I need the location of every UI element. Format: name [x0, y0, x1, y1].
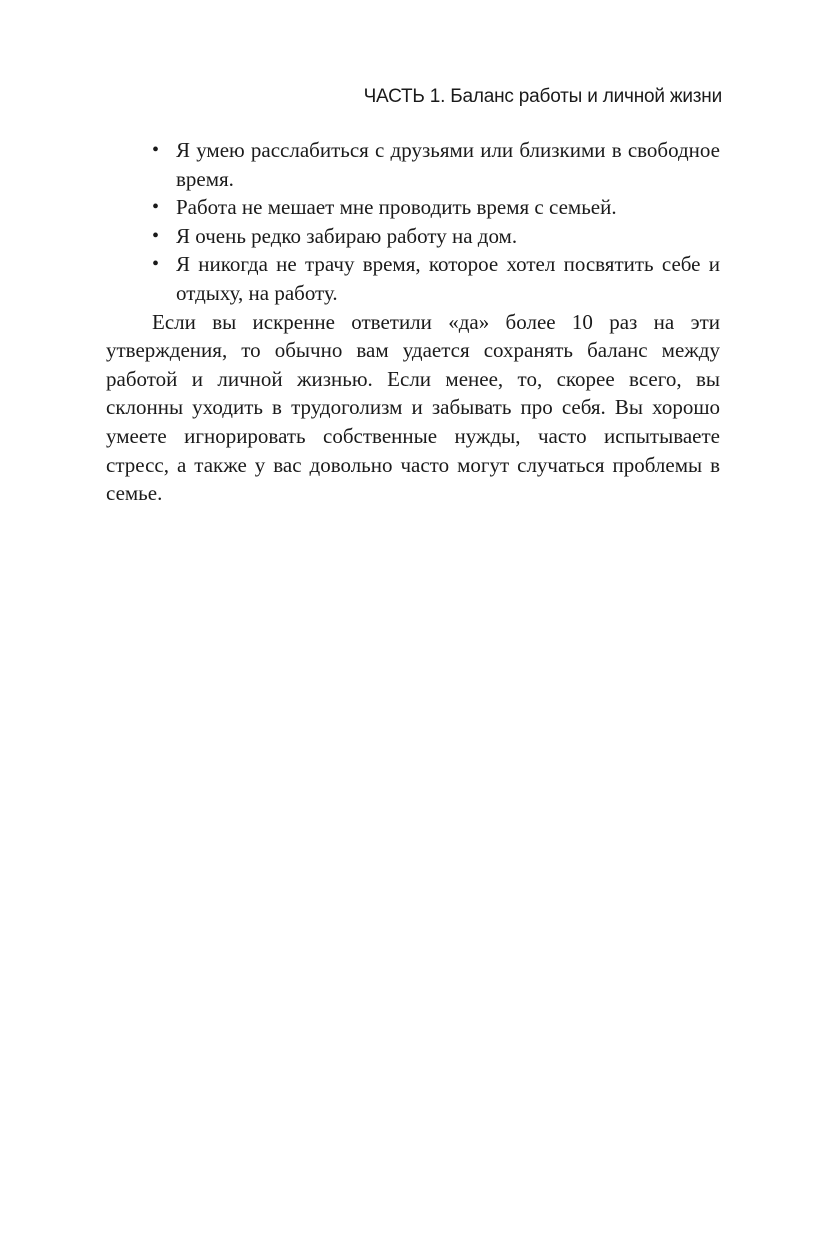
list-item-text: Я очень редко забираю работу на дом. [176, 223, 518, 248]
bullet-icon: • [152, 253, 160, 276]
bullet-icon: • [152, 139, 160, 161]
page-body [106, 136, 720, 508]
list-item [106, 136, 720, 193]
list-item-text: Я никогда не трачу время, которое хотел посвятить себе и отдыху, на работу. [176, 252, 720, 305]
body-paragraph: Если вы искренне ответили «да» более 10 раз на эти утверждения, то обычно вам удается сохранять баланс между работой и личной жизнью. Если менее, то, скорее всего, вы склонны уходить в трудоголизм и забывать про себя. Вы хорошо умеете игнорировать собственные нужды, часто испытываете стресс, а также у вас довольно часто могут случаться проблемы в семье. [106, 309, 720, 506]
bullet-icon: • [152, 224, 160, 247]
list-item [106, 222, 720, 251]
running-header: ЧАСТЬ 1. Баланс работы и личной жизни [363, 86, 722, 107]
list-item-text: Я умею расслабиться с друзьями или близкими в свободное время. [176, 138, 720, 191]
bullet-icon: • [152, 196, 160, 219]
bullet-list [106, 136, 720, 308]
list-item [106, 193, 720, 222]
list-item [106, 250, 720, 307]
list-item-text: Работа не мешает мне проводить время с семьей. [176, 195, 617, 220]
